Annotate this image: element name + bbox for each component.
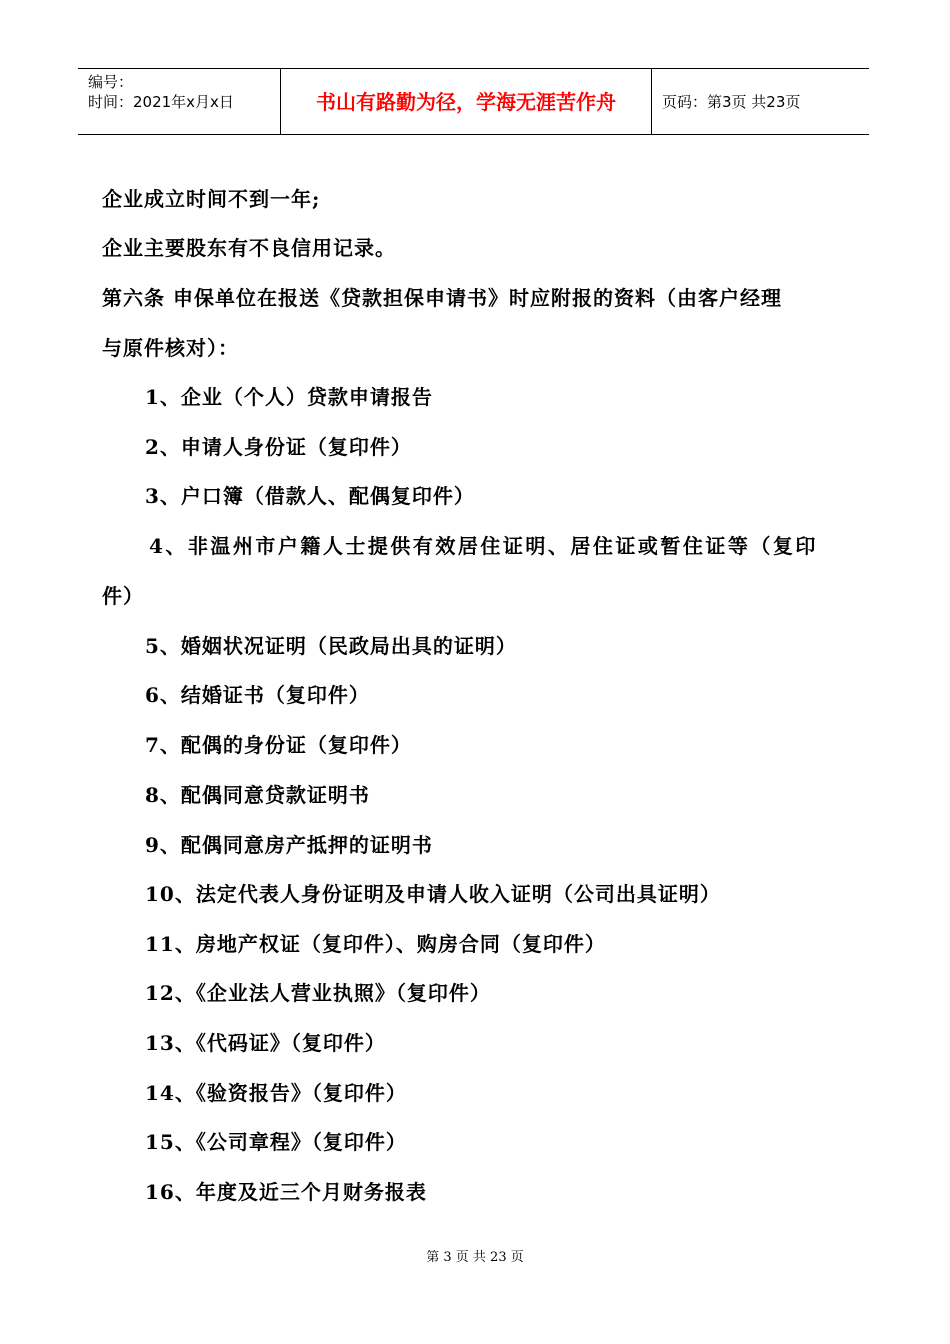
list-item: 4、非温州市户籍人士提供有效居住证明、居住证或暂住证等（复印	[149, 534, 818, 558]
paragraph-line: 企业主要股东有不良信用记录。	[102, 236, 396, 260]
list-item: 1、企业（个人）贷款申请报告	[145, 385, 433, 409]
document-number-label: 编号：	[88, 73, 134, 91]
paragraph-line: 与原件核对）：	[102, 336, 239, 360]
list-item: 15、《公司章程》（复印件）	[145, 1130, 407, 1154]
list-item: 12、《企业法人营业执照》（复印件）	[145, 981, 491, 1005]
list-item: 16、年度及近三个月财务报表	[145, 1180, 427, 1204]
header-page-info: 页码：第3页 共23页	[662, 93, 801, 111]
list-item: 14、《验资报告》（复印件）	[145, 1081, 407, 1105]
list-item: 5、婚姻状况证明（民政局出具的证明）	[145, 634, 517, 658]
paragraph-line: 企业成立时间不到一年;	[102, 187, 321, 211]
list-item: 9、配偶同意房产抵押的证明书	[145, 833, 433, 857]
header-motto: 书山有路勤为径，学海无涯苦作舟	[281, 69, 652, 134]
list-item-continuation: 件）	[102, 584, 144, 608]
page-footer: 第 3 页 共 23 页	[426, 1250, 524, 1265]
list-item: 10、法定代表人身份证明及申请人收入证明（公司出具证明）	[145, 882, 721, 906]
document-time-label: 时间：2021年x月x日	[88, 93, 234, 111]
article-heading-line: 第六条 申保单位在报送《贷款担保申请书》时应附报的资料（由客户经理	[102, 286, 782, 310]
header-meta	[78, 69, 281, 134]
list-item: 3、户口簿（借款人、配偶复印件）	[145, 484, 475, 508]
page-header	[78, 68, 869, 135]
list-item: 13、《代码证》（复印件）	[145, 1031, 386, 1055]
list-item: 11、房地产权证（复印件）、购房合同（复印件）	[145, 932, 606, 956]
list-item: 7、配偶的身份证（复印件）	[145, 733, 412, 757]
list-item: 6、结婚证书（复印件）	[145, 683, 370, 707]
list-item: 2、申请人身份证（复印件）	[145, 435, 412, 459]
list-item: 8、配偶同意贷款证明书	[145, 783, 370, 807]
